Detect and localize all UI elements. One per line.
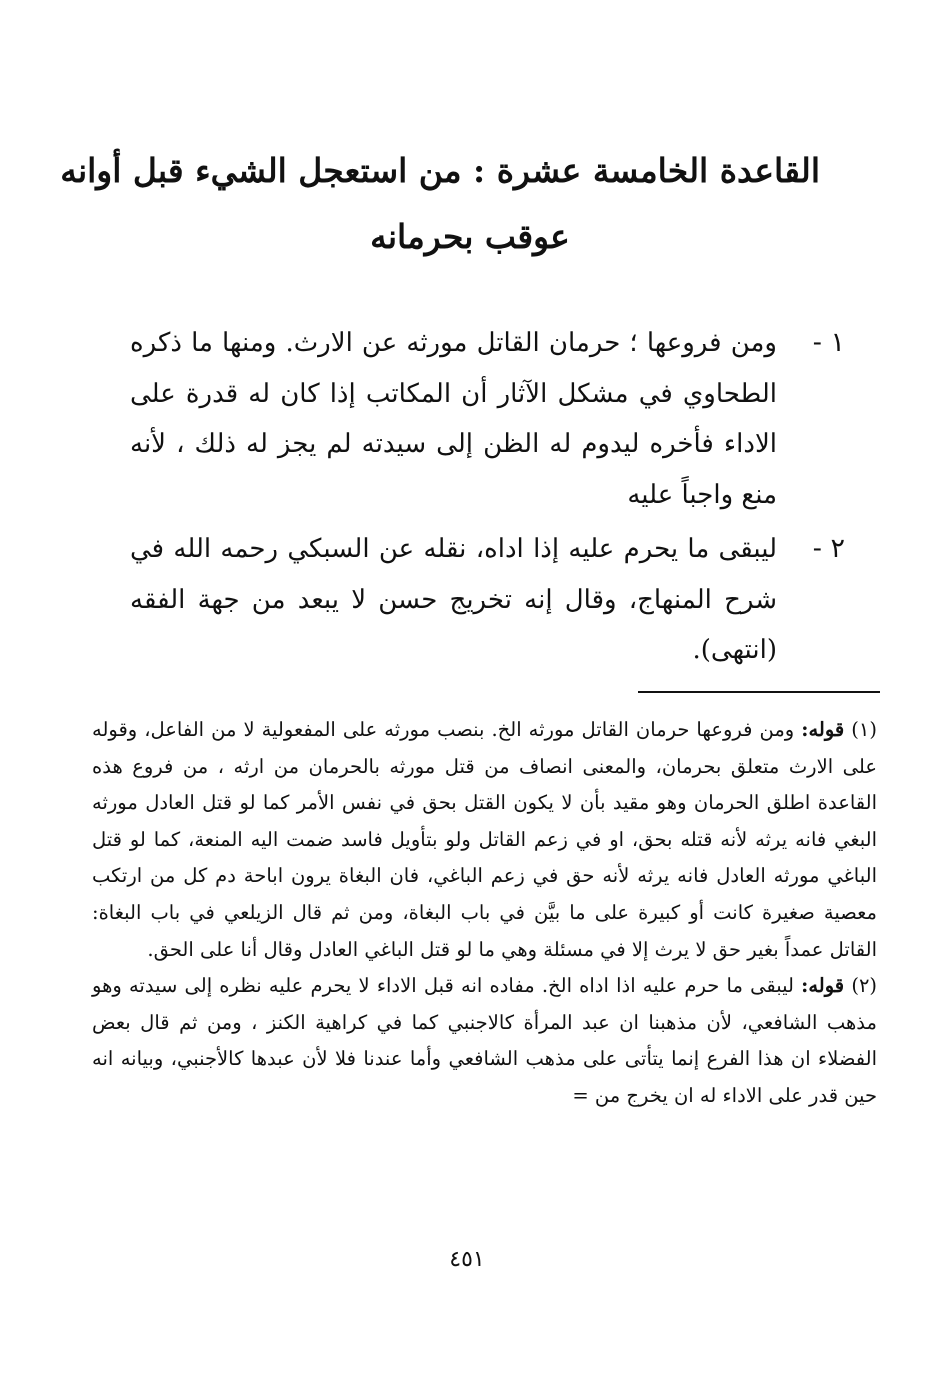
item-number: ٢ - bbox=[812, 533, 845, 564]
footnote-number: (٢) bbox=[851, 974, 878, 998]
footnote-lead: قوله: bbox=[801, 718, 845, 741]
main-text bbox=[130, 318, 845, 680]
item-text: ليبقى ما يحرم عليه إذا اداه، نقله عن السبكي رحمه الله في شرح المنهاج، وقال إنه تخريج حسن لا يبعد من جهة الفقه (انتهى). bbox=[130, 534, 777, 665]
footnote-separator bbox=[638, 691, 880, 693]
page-number: ٤٥١ bbox=[449, 1247, 485, 1272]
footnote bbox=[92, 712, 877, 968]
page-title bbox=[60, 138, 820, 270]
footnote-lead: قوله: bbox=[801, 974, 845, 998]
item-text: ومن فروعها ؛ حرمان القاتل مورثه عن الارث. ومنها ما ذكره الطحاوي في مشكل الآثار أن المكاتب إذا كان له قدرة على الاداء فأخره ليدوم له الظن إلى سيدته لم يجز له ذلك ، لأنه منع واجباً عليه bbox=[130, 328, 777, 510]
footnote-text: ومن فروعها حرمان القاتل مورثه الخ. بنصب مورثه على المفعولية لا من الفاعل، وقوله على الارث متعلق بحرمان، والمعنى انصاف من قتل مورثه بالحرمان من ارثه ، من فروع هذه القاعدة اطلق الحرمان وهو مقيد بأن لا يكون القتل بحق في نفس الأمر كما لو قتل العادل مورثه البغي فانه يرثه لأنه قتله بحق، او في زعم القاتل ولو بتأويل فاسد ضمت اليه المنعة، كما لو قتل الباغي مورثه العادل فانه يرثه لأنه حق في زعم الباغي، فان البغاة يرون اباحة دم كل من ارتكب معصية صغيرة كانت أو كبيرة على ما بيَّن في باب البغاة، ومن ثم قال الزيلعي في باب البغاة: القاتل عمداً بغير حق لا يرث إلا في مسئلة وهي ما لو قتل الباغي العادل وقال أنا على الحق. bbox=[92, 718, 877, 961]
footnote-number: (١) bbox=[851, 718, 877, 741]
page-title-line-1: القاعدة الخامسة عشرة : من استعجل الشيء قبل أوانه bbox=[60, 151, 820, 190]
footnote bbox=[92, 968, 877, 1114]
list-item bbox=[130, 318, 845, 520]
footnotes bbox=[92, 712, 877, 1115]
footnote-text: ليبقى ما حرم عليه اذا اداه الخ. مفاده انه قبل الاداء لا يحرم عليه نظره إلى سيدته وهو مذهب الشافعي، لأن مذهبنا ان عبد المرأة كالاجنبي كما في كراهية الكنز ، ومن ثم قال بعض الفضلاء ان هذا الفرع إنما يتأتى على مذهب الشافعي وأما عندنا فلا لأن عبدها كالأجنبي، وبيانه انه حين قدر على الاداء له ان يخرج من = bbox=[92, 974, 877, 1107]
page-title-line-2: عوقب بحرمانه bbox=[370, 217, 570, 256]
list-item bbox=[130, 524, 845, 676]
item-number: ١ - bbox=[812, 327, 845, 358]
